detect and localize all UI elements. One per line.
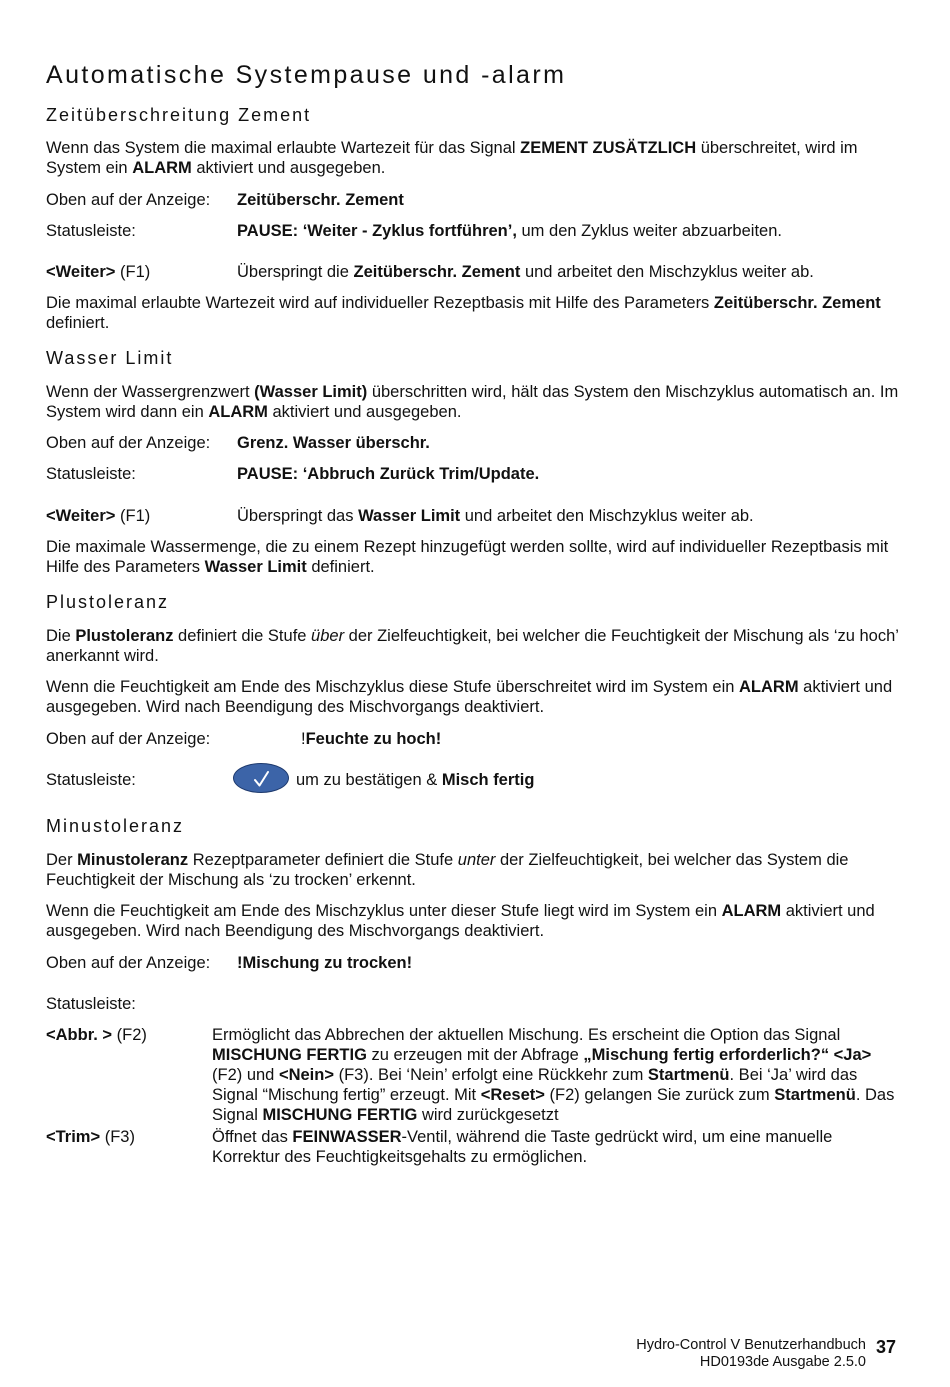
plustoleranz-anzeige-label: Oben auf der Anzeige: <box>46 730 211 748</box>
minustoleranz-alarm-paragraph: Wenn die Feuchtigkeit am Ende des Mischzyklus unter dieser Stufe liegt wird im System ein ALARM aktiviert und ausgegeben. Wird nach Beendigung des Mischvorgangs deaktiviert. <box>46 902 875 940</box>
section-heading-plustoleranz: Plustoleranz <box>46 592 170 612</box>
wasser-intro-paragraph: Wenn der Wassergrenzwert (Wasser Limit) überschritten wird, hält das System den Mischzyklus automatisch an. Im System wird dann ein ALARM aktiviert und ausgegeben. <box>46 383 899 421</box>
page-title: Automatische Systempause und -alarm <box>46 61 567 89</box>
wasser-anzeige-value: Grenz. Wasser überschr. <box>237 434 430 452</box>
plustoleranz-status-text: um zu bestätigen & Misch fertig <box>296 771 535 789</box>
abbr-description: Ermöglicht das Abbrechen der aktuellen Mischung. Es erscheint die Option das Signal MISCHUNG FERTIG zu erzeugen mit der Abfrage „Mischung fertig erforderlich?“ <Ja> (F2) und <Nein> (F3). Bei ‘Nein’ erfolgt eine Rückkehr zum Startmenü. Bei ‘Ja’ wird das Signal “Mischung fertig” erzeugt. Mit <Reset> (F2) gelangen Sie zurück zum Startmenü. Das Signal MISCHUNG FERTIG wird zurückgesetzt <box>212 1026 895 1124</box>
trim-description: Öffnet das FEINWASSER-Ventil, während die Taste gedrückt wird, um eine manuelle Korrektur des Feuchtigkeitsgehalts zu ermöglichen. <box>212 1128 833 1166</box>
abbr-key: <Abbr. > (F2) <box>46 1026 147 1044</box>
confirm-check-button[interactable] <box>233 763 289 793</box>
zement-anzeige-label: Oben auf der Anzeige: <box>46 191 211 209</box>
section-heading-wasser-limit: Wasser Limit <box>46 348 174 368</box>
zement-definition-paragraph: Die maximal erlaubte Wartezeit wird auf individueller Rezeptbasis mit Hilfe des Parameters Zeitüberschr. Zement definiert. <box>46 294 881 332</box>
zement-intro-paragraph: Wenn das System die maximal erlaubte Wartezeit für das Signal ZEMENT ZUSÄTZLICH überschreitet, wird im System ein ALARM aktiviert und ausgegeben. <box>46 139 858 177</box>
footer-document-id: HD0193de Ausgabe 2.5.0 <box>699 1354 866 1370</box>
section-heading-zement: Zeitüberschreitung Zement <box>46 105 312 125</box>
minustoleranz-anzeige-label: Oben auf der Anzeige: <box>46 954 211 972</box>
plustoleranz-anzeige-value: !Feuchte zu hoch! <box>301 730 442 748</box>
minustoleranz-status-label: Statusleiste: <box>46 995 136 1013</box>
minustoleranz-definition-paragraph: Der Minustoleranz Rezeptparameter definiert die Stufe unter der Zielfeuchtigkeit, bei welcher das System die Feuchtigkeit der Mischung als ‘zu trocken’ erkennt. <box>46 851 849 889</box>
zement-status-label: Statusleiste: <box>46 222 136 240</box>
wasser-status-label: Statusleiste: <box>46 465 136 483</box>
wasser-weiter-description: Überspringt das Wasser Limit und arbeitet den Mischzyklus weiter ab. <box>237 507 754 525</box>
wasser-definition-paragraph: Die maximale Wassermenge, die zu einem Rezept hinzugefügt werden sollte, wird auf individueller Rezeptbasis mit Hilfe des Parameters Wasser Limit definiert. <box>46 538 889 576</box>
plustoleranz-alarm-paragraph: Wenn die Feuchtigkeit am Ende des Mischzyklus diese Stufe überschreitet wird im System ein ALARM aktiviert und ausgegeben. Wird nach Beendigung des Mischvorgangs deaktiviert. <box>46 678 893 716</box>
plustoleranz-definition-paragraph: Die Plustoleranz definiert die Stufe über der Zielfeuchtigkeit, bei welcher die Feuchtigkeit der Mischung als ‘zu hoch’ anerkannt wird. <box>46 627 899 665</box>
wasser-anzeige-label: Oben auf der Anzeige: <box>46 434 211 452</box>
footer-manual-title: Hydro-Control V Benutzerhandbuch <box>636 1337 866 1353</box>
plustoleranz-status-label: Statusleiste: <box>46 771 136 789</box>
zement-anzeige-value: Zeitüberschr. Zement <box>237 191 404 209</box>
zement-status-value: PAUSE: ‘Weiter - Zyklus fortführen’, um den Zyklus weiter abzuarbeiten. <box>237 222 782 240</box>
page-number: 37 <box>876 1337 897 1357</box>
wasser-status-value: PAUSE: ‘Abbruch Zurück Trim/Update. <box>237 465 540 483</box>
zement-weiter-key: <Weiter> (F1) <box>46 263 151 281</box>
trim-key: <Trim> (F3) <box>46 1128 135 1146</box>
section-heading-minustoleranz: Minustoleranz <box>46 816 185 836</box>
checkmark-icon <box>234 764 290 794</box>
wasser-weiter-key: <Weiter> (F1) <box>46 507 151 525</box>
minustoleranz-anzeige-value: !Mischung zu trocken! <box>237 954 413 972</box>
zement-weiter-description: Überspringt die Zeitüberschr. Zement und arbeitet den Mischzyklus weiter ab. <box>237 263 814 281</box>
